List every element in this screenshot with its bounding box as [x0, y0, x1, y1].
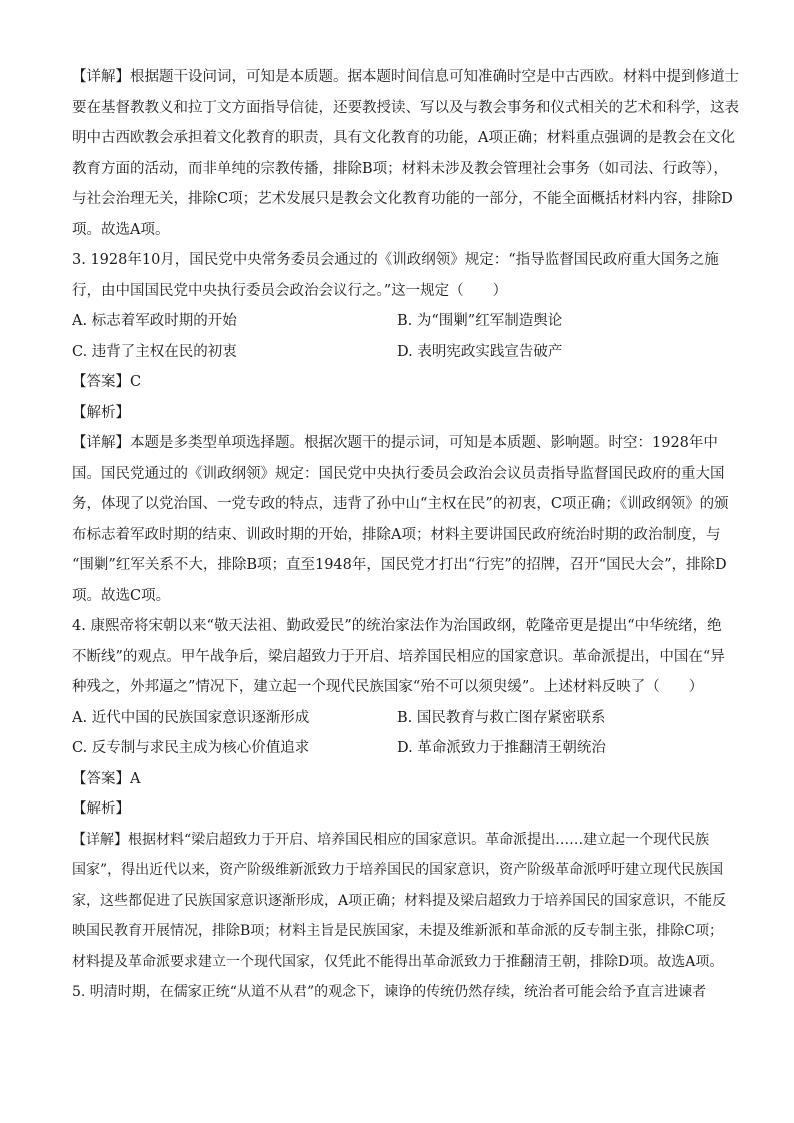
options-row	[72, 337, 724, 368]
text-line: 国家”，得出近代以来，资产阶级维新派致力于培养国民的国家意识，资产阶级革命派呼吁建立现代民族国	[72, 862, 724, 878]
text-line: 务，体现了以党治国、一党专政的特点，违背了孙中山“主权在民”的初衷，C项正确；《训政纲领》的颁	[72, 496, 729, 512]
text-line: 与社会治理无关，排除C项；艺术发展只是教会文化教育功能的一部分，不能全面概括材料内容，排除D	[72, 191, 733, 207]
question-stem-line: 5. 明清时期，在儒家正统“从道不从君”的观念下，谏诤的传统仍然存续，统治者可能会给予直言进谏者	[72, 984, 707, 1000]
question-stem-line: 4. 康熙帝将宋朝以来“敬天法祖、勤政爱民”的统治家法作为治国政纲，乾隆帝更是提出“中华统绪，绝	[72, 618, 722, 634]
option-d: D. 革命派致力于推翻清王朝统治	[397, 740, 606, 756]
option-a: A. 标志着军政时期的开始	[72, 313, 237, 329]
answer-label: 【答案】C	[72, 374, 142, 390]
document-page	[72, 62, 739, 1008]
question-4	[72, 611, 727, 977]
option-d: D. 表明宪政实践宣告破产	[397, 343, 563, 360]
text-line: 【详解】根据题干设问词，可知是本质题。据本题时间信息可知准确时空是中古西欧。材料中提到修道士	[72, 69, 739, 85]
text-line: 项。故选C项。	[72, 587, 171, 604]
text-line: 家，这些都促进了民族国家意识逐渐形成，A项正确；材料提及梁启超致力于培养国民的国家意识，不能反	[72, 892, 727, 909]
analysis-label: 【解析】	[72, 801, 130, 817]
text-line: 材料提及革命派要求建立一个现代国家，仅凭此不能得出革命派致力于推翻清王朝，排除D项。故选A项。	[72, 953, 724, 970]
text-line: 要在基督教教义和拉丁文方面指导信徒，还要教授读、写以及与教会事务和仪式相关的艺术和科学，这表	[72, 99, 739, 116]
detail-block-prev	[72, 62, 739, 245]
option-a: A. 近代中国的民族国家意识逐渐形成	[72, 709, 310, 726]
question-stem-line: 种残之，外邦逼之”情况下，建立起一个现代民族国家“殆不可以须臾缓”。上述材料反映了（ ）	[72, 679, 704, 695]
text-line: “围剿”红军关系不大，排除B项；直至1948年，国民党才打出“行宪”的招牌，召开“国民大会”，排除D	[72, 557, 727, 573]
options-row	[72, 733, 724, 764]
answer-label: 【答案】A	[72, 770, 141, 787]
analysis-label: 【解析】	[72, 404, 130, 421]
text-line: 明中古西欧教会承担着文化教育的职责，具有文化教育的功能，A项正确；材料重点强调的是教会在文化	[72, 130, 735, 146]
option-b: B. 国民教育与救亡图存紧密联系	[397, 709, 606, 726]
options-row	[72, 703, 724, 734]
text-line: 布标志着军政时期的结束、训政时期的开始，排除A项；材料主要讲国民政府统治时期的政治制度，与	[72, 526, 721, 543]
question-5	[72, 977, 724, 1008]
option-c: C. 反专制与求民主成为核心价值追求	[72, 740, 310, 756]
question-stem-line: 3. 1928年10月，国民党中央常务委员会通过的《训政纲领》规定：“指导监督国民政府重大国务之施	[72, 252, 719, 268]
option-c: C. 违背了主权在民的初衷	[72, 343, 237, 360]
text-line: 项。故选A项。	[72, 221, 170, 238]
text-line: 国。国民党通过的《训政纲领》规定：国民党中央执行委员会政治会议员责指导监督国民政府的重大国	[72, 465, 725, 482]
option-b: B. 为“围剿”红军制造舆论	[397, 313, 563, 329]
question-stem-line: 不断线”的观点。甲午战争后，梁启超致力于开启、培养国民相应的国家意识。革命派提出，中国在“异	[72, 648, 725, 665]
text-line: 【详解】根据材料“梁启超致力于开启、培养国民相应的国家意识。革命派提出……建立起一个现代民族	[72, 831, 710, 848]
question-3	[72, 245, 729, 611]
question-stem-line: 行，由中国国民党中央执行委员会政治会议行之。”这一规定（ ）	[72, 282, 508, 299]
options-row	[72, 306, 724, 337]
text-line: 映国民教育开展情况，排除B项；材料主旨是民族国家，未提及维新派和革命派的反专制主张，排除C项；	[72, 923, 723, 939]
text-line: 教育方面的活动，而非单纯的宗教传播，排除B项；材料未涉及教会管理社会事务（如司法、行政等），	[72, 160, 728, 177]
text-line: 【详解】本题是多类型单项选择题。根据次题干的提示词，可知是本质题、影响题。时空：1928年中	[72, 435, 718, 451]
